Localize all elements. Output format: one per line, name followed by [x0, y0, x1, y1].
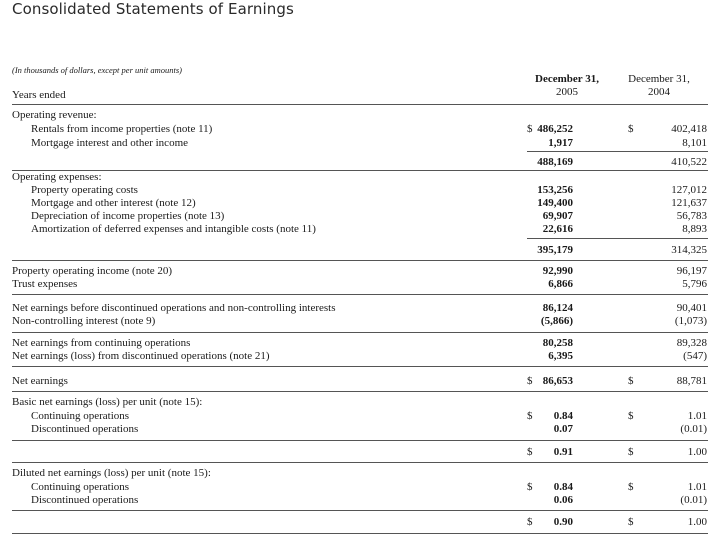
- noncontrolling-label: Non-controlling interest (note 9): [12, 315, 156, 327]
- section-rule: [12, 170, 708, 171]
- section-rule: [12, 533, 708, 534]
- basic-discontinued-2004: (0.01): [680, 423, 707, 435]
- diluted-continuing-2004: 1.01: [687, 481, 707, 493]
- net-earnings-label: Net earnings: [12, 375, 68, 387]
- rentals-2005: 486,252: [537, 123, 573, 135]
- section-rule: [12, 391, 708, 392]
- operating-revenue-heading: Operating revenue:: [12, 109, 97, 121]
- years-ended-label: Years ended: [12, 89, 66, 101]
- depreciation-label: Depreciation of income properties (note 13): [31, 210, 225, 222]
- depreciation-2005: 69,907: [542, 210, 573, 222]
- column-header-2004-line1: December 31,: [628, 73, 690, 85]
- basic-epu-heading: Basic net earnings (loss) per unit (note 15):: [12, 396, 203, 408]
- earnings-continuing-label: Net earnings from continuing operations: [12, 337, 191, 349]
- section-rule: [12, 332, 708, 333]
- earnings-continuing-2005: 80,258: [542, 337, 573, 349]
- basic-continuing-2005: 0.84: [553, 410, 573, 422]
- amortization-2005: 22,616: [542, 223, 573, 235]
- diluted-discontinued-2004: (0.01): [680, 494, 707, 506]
- basic-continuing-2004: 1.01: [687, 410, 707, 422]
- section-rule: [12, 462, 708, 463]
- currency-symbol: $: [628, 446, 634, 458]
- net-earnings-2005: 86,653: [542, 375, 573, 387]
- diluted-total-2004: 1.00: [687, 516, 707, 528]
- diluted-discontinued-2005: 0.06: [553, 494, 573, 506]
- rentals-2004: 402,418: [671, 123, 707, 135]
- revenue-total-2004: 410,522: [671, 156, 707, 168]
- earnings-before-2005: 86,124: [542, 302, 573, 314]
- column-header-2004: [614, 73, 704, 99]
- basic-total-2004: 1.00: [687, 446, 707, 458]
- mortgage-other-2005: 149,400: [537, 197, 573, 209]
- currency-symbol: $: [527, 446, 533, 458]
- basic-discontinued-2005: 0.07: [553, 423, 573, 435]
- amortization-2004: 8,893: [682, 223, 707, 235]
- currency-symbol: $: [628, 375, 634, 387]
- property-income-2004: 96,197: [676, 265, 707, 277]
- mortgage-interest-2005: 1,917: [548, 137, 573, 149]
- noncontrolling-2004: (1,073): [674, 315, 707, 327]
- trust-expenses-2004: 5,796: [682, 278, 707, 290]
- currency-symbol: $: [527, 123, 533, 135]
- depreciation-2004: 56,783: [676, 210, 707, 222]
- basic-discontinued-label: Discontinued operations: [31, 423, 139, 435]
- section-rule: [12, 440, 708, 441]
- amortization-label: Amortization of deferred expenses and intangible costs (note 11): [31, 223, 316, 235]
- column-header-2005-line2: 2005: [556, 86, 578, 98]
- section-rule: [12, 294, 708, 295]
- currency-symbol: $: [628, 123, 634, 135]
- earnings-discontinued-2004: (547): [683, 350, 707, 362]
- basic-total-2005: 0.91: [553, 446, 573, 458]
- mortgage-interest-2004: 8,101: [682, 137, 707, 149]
- earnings-continuing-2004: 89,328: [676, 337, 707, 349]
- mortgage-interest-label: Mortgage interest and other income: [31, 137, 189, 149]
- diluted-discontinued-label: Discontinued operations: [31, 494, 139, 506]
- subtotal-rule: [527, 238, 708, 239]
- currency-symbol: $: [527, 410, 533, 422]
- earnings-before-2004: 90,401: [676, 302, 707, 314]
- earnings-before-label: Net earnings before discontinued operations and non-controlling interests: [12, 302, 336, 314]
- property-income-label: Property operating income (note 20): [12, 265, 173, 277]
- column-header-2004-line2: 2004: [648, 86, 670, 98]
- currency-symbol: $: [628, 410, 634, 422]
- mortgage-other-2004: 121,637: [671, 197, 707, 209]
- property-costs-2005: 153,256: [537, 184, 573, 196]
- units-note: (In thousands of dollars, except per unit amounts): [12, 65, 182, 75]
- diluted-total-2005: 0.90: [553, 516, 573, 528]
- column-header-2005-line1: December 31,: [535, 73, 599, 85]
- currency-symbol: $: [628, 481, 634, 493]
- currency-symbol: $: [527, 375, 533, 387]
- net-earnings-2004: 88,781: [676, 375, 707, 387]
- rentals-label: Rentals from income properties (note 11): [31, 123, 213, 135]
- expenses-total-2004: 314,325: [671, 244, 707, 256]
- statement-title: Consolidated Statements of Earnings: [12, 0, 294, 18]
- noncontrolling-2005: (5,866): [540, 315, 573, 327]
- earnings-discontinued-label: Net earnings (loss) from discontinued operations (note 21): [12, 350, 270, 362]
- section-rule: [12, 366, 708, 367]
- mortgage-other-label: Mortgage and other interest (note 12): [31, 197, 196, 209]
- diluted-epu-heading: Diluted net earnings (loss) per unit (note 15):: [12, 467, 211, 479]
- trust-expenses-label: Trust expenses: [12, 278, 78, 290]
- property-costs-2004: 127,012: [671, 184, 707, 196]
- currency-symbol: $: [527, 516, 533, 528]
- operating-expenses-heading: Operating expenses:: [12, 171, 102, 183]
- currency-symbol: $: [628, 516, 634, 528]
- earnings-discontinued-2005: 6,395: [548, 350, 573, 362]
- property-income-2005: 92,990: [542, 265, 573, 277]
- expenses-total-2005: 395,179: [537, 244, 573, 256]
- diluted-continuing-label: Continuing operations: [31, 481, 130, 493]
- trust-expenses-2005: 6,866: [548, 278, 573, 290]
- diluted-continuing-2005: 0.84: [553, 481, 573, 493]
- currency-symbol: $: [527, 481, 533, 493]
- basic-continuing-label: Continuing operations: [31, 410, 130, 422]
- column-header-2005: [522, 73, 612, 99]
- revenue-total-2005: 488,169: [537, 156, 573, 168]
- section-rule: [12, 260, 708, 261]
- subtotal-rule: [527, 151, 708, 152]
- section-rule: [12, 510, 708, 511]
- header-rule: [12, 104, 708, 105]
- property-costs-label: Property operating costs: [31, 184, 138, 196]
